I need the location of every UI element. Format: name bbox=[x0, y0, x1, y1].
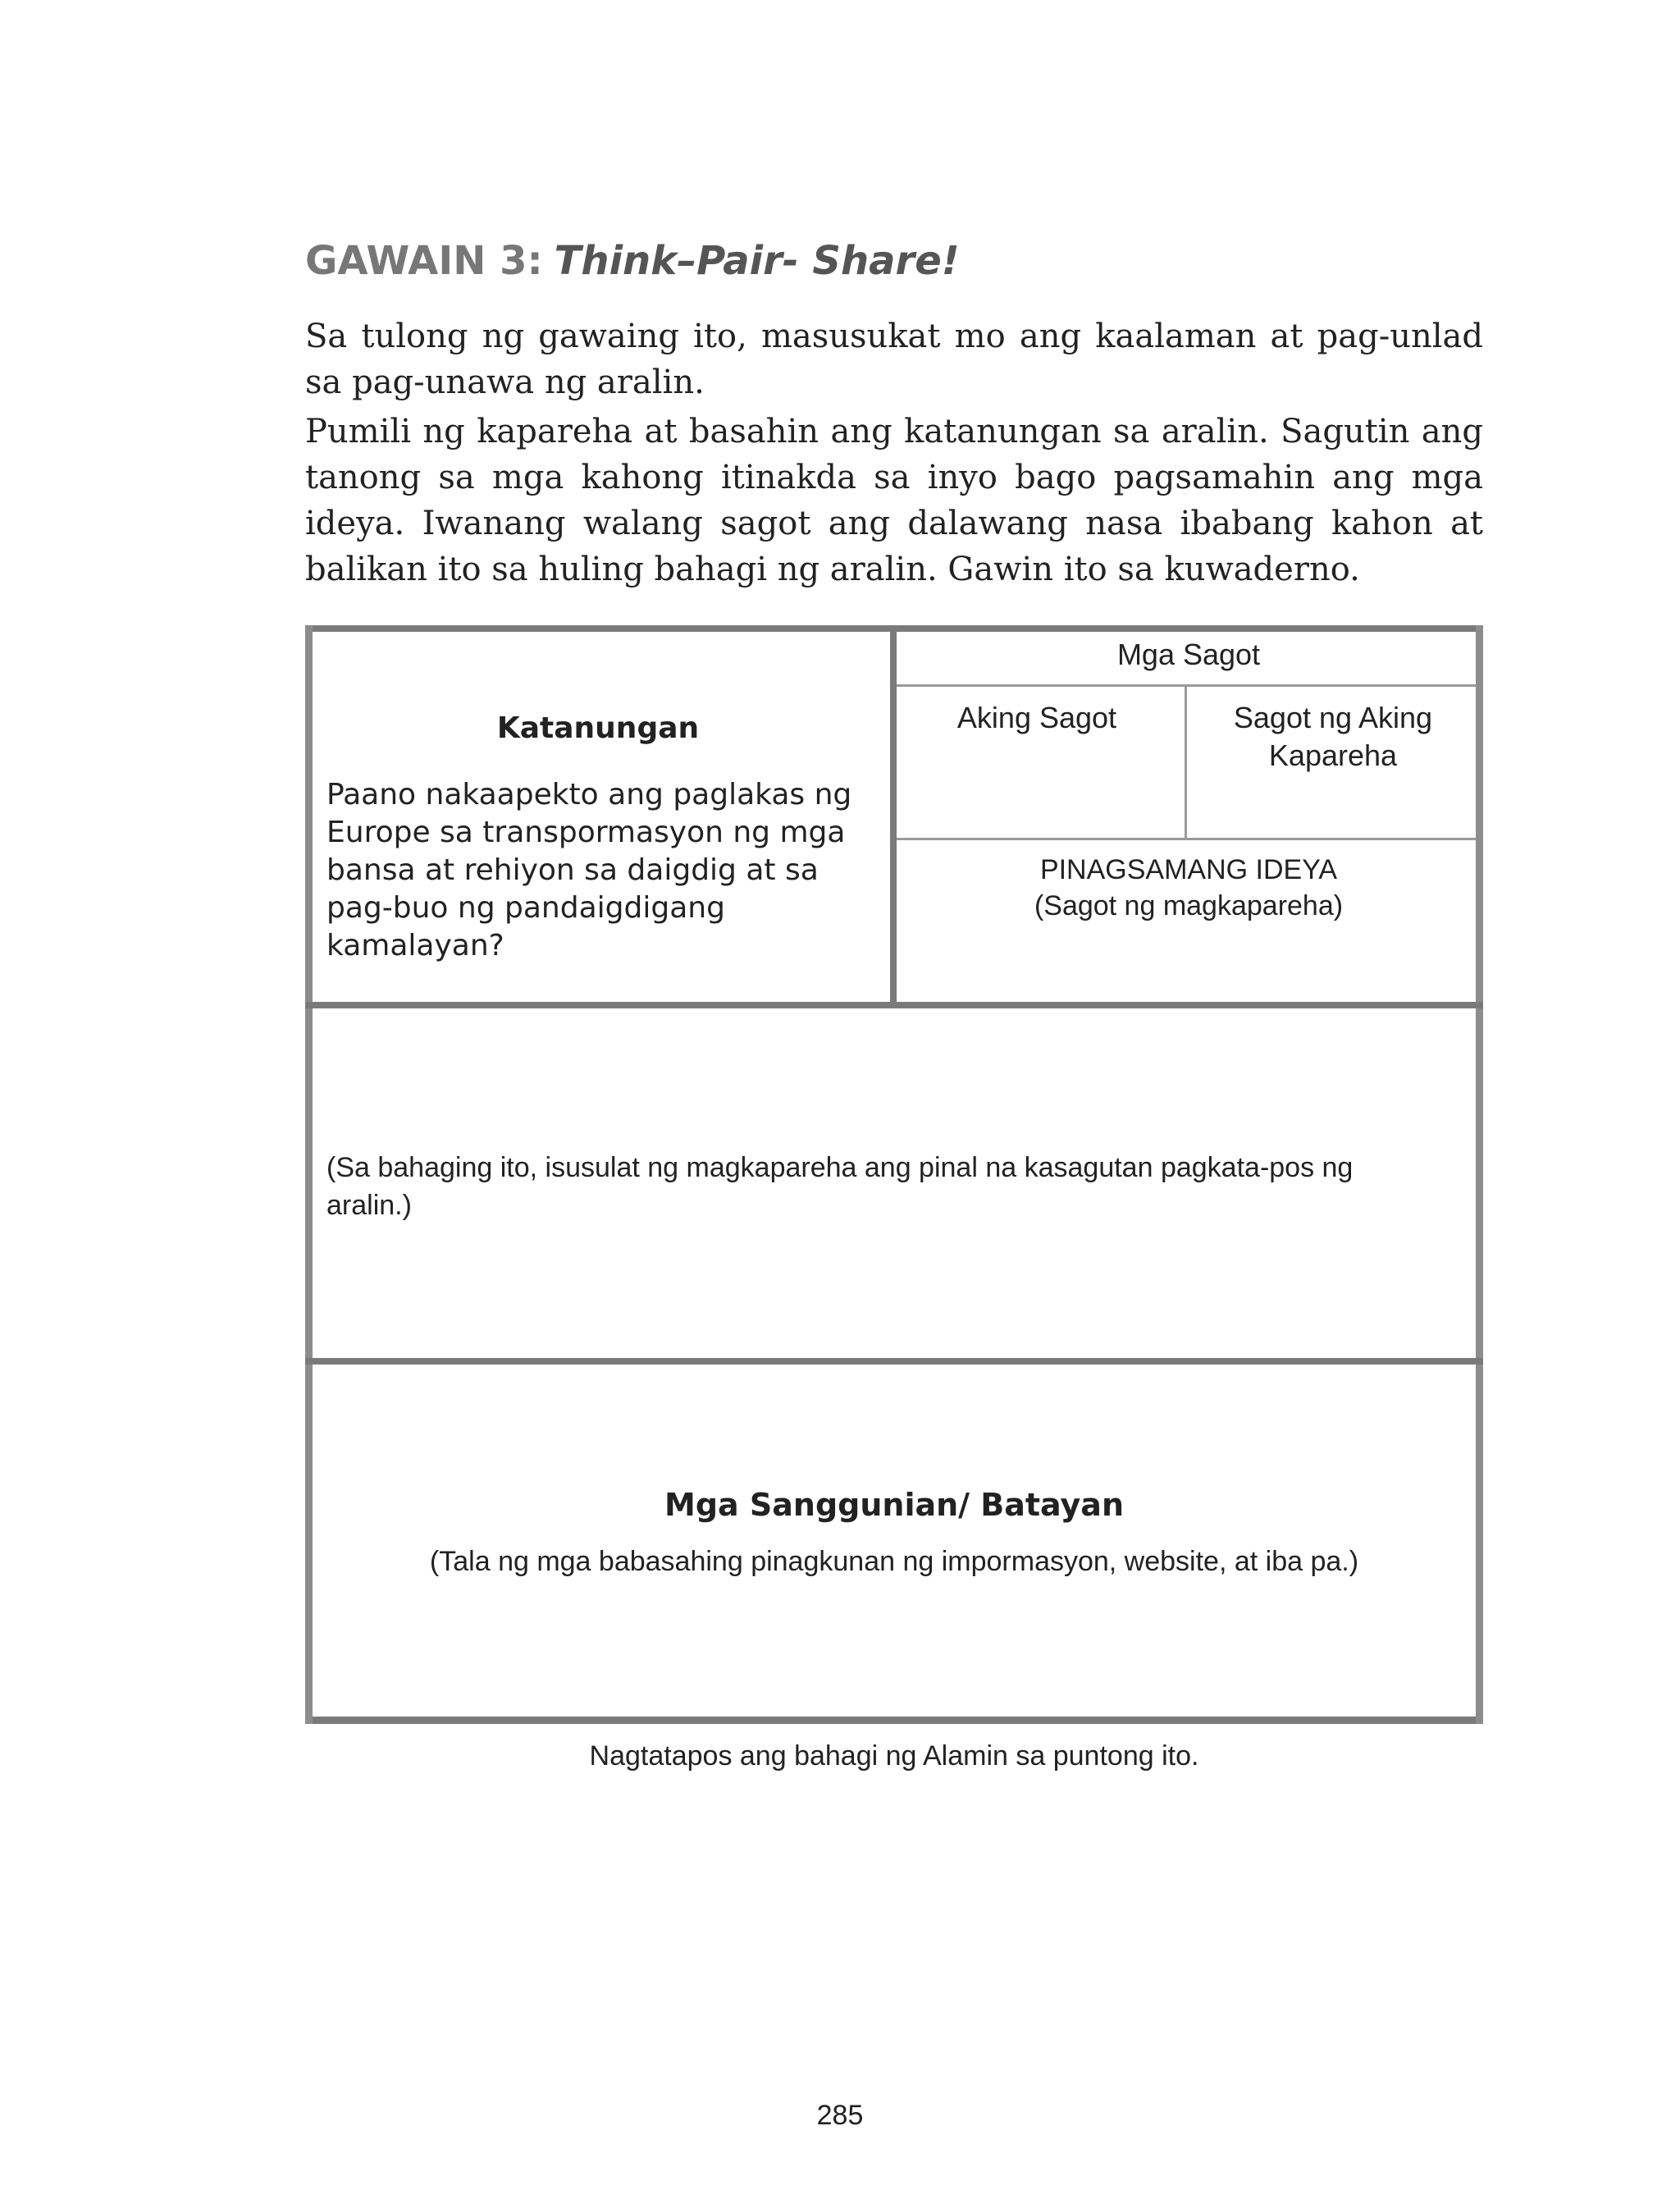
section-divider-2 bbox=[305, 1358, 1483, 1365]
section-divider-1 bbox=[305, 1002, 1483, 1008]
final-answer-note: (Sa bahaging ito, isusulat ng magkapareha ang pinal na kasagutan pagkata-pos ng aralin.) bbox=[326, 1152, 1354, 1221]
combined-idea-title: PINAGSAMANG IDEYA bbox=[1039, 854, 1338, 885]
intro-paragraph-2: Pumili ng kapareha at basahin ang katanungan sa aralin. Sagutin ang tanong sa mga kahong itinakda sa inyo bago pagsamahin ang mga ideya. Iwanang walang sagot ang dalawang nasa ibabang kahon at balikan ito sa huling bahagi ng aralin. Gawin ito sa kuwaderno. bbox=[305, 413, 1483, 588]
question-answers-divider bbox=[890, 625, 897, 1003]
partner-answer-label: Sagot ng Aking Kapareha bbox=[1233, 701, 1433, 772]
activity-heading bbox=[305, 233, 960, 289]
references-note: (Tala ng mga babasahing pinagkunan ng impormasyon, website, at iba pa.) bbox=[429, 1546, 1359, 1577]
page-number: 285 bbox=[816, 2100, 864, 2131]
references-title: Mga Sanggunian/ Batayan bbox=[664, 1487, 1124, 1523]
closing-note: Nagtatapos ang bahagi ng Alamin sa puntong ito. bbox=[589, 1740, 1199, 1772]
question-text: Paano nakaapekto ang paglakas ng Europe sa transpormasyon ng mga bansa at rehiyon sa daigdig at sa pag-buo ng pandaigdigang kamalayan? bbox=[326, 778, 852, 962]
table-bottom-border bbox=[305, 1717, 1483, 1724]
intro-paragraph-1: Sa tulong ng gawaing ito, masusukat mo ang kaalaman at pag-unlad sa pag-unawa ng aralin. bbox=[305, 318, 1483, 401]
question-title: Katanungan bbox=[496, 711, 700, 745]
combined-idea-line bbox=[897, 838, 1476, 840]
combined-idea-note: (Sagot ng magkapareha) bbox=[1034, 890, 1344, 921]
activity-label: GAWAIN 3: bbox=[305, 238, 543, 284]
think-pair-share-table bbox=[305, 625, 1483, 1725]
activity-subtitle: Think–Pair- Share! bbox=[554, 238, 960, 284]
my-answer-label: Aking Sagot bbox=[956, 701, 1117, 734]
answers-header: Mga Sagot bbox=[1116, 638, 1261, 671]
